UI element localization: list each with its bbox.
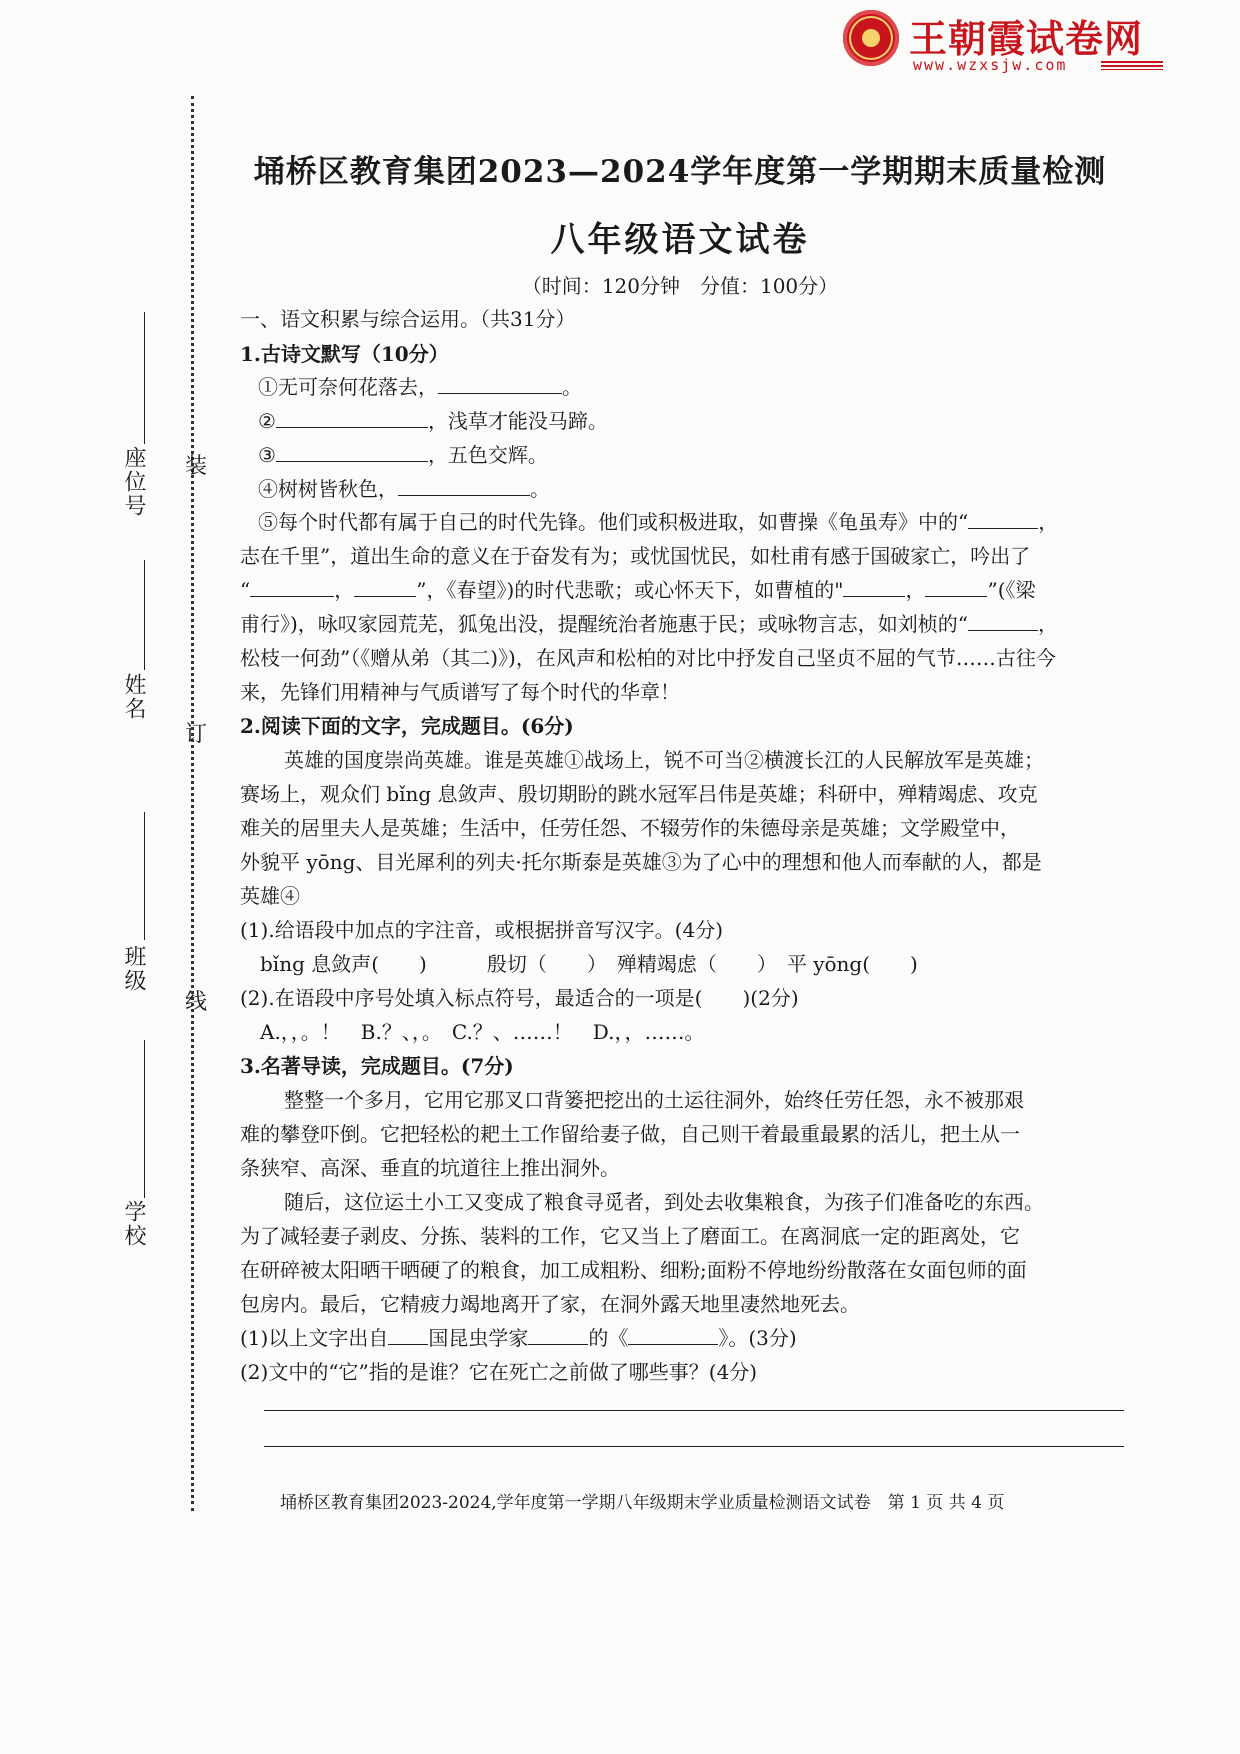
binding-char-ding: 订 (185, 722, 208, 747)
q3-passage-line: 为了减轻妻子剥皮、分拣、装料的工作，它又当上了磨面工。在离洞底一定的距离处，它 (240, 1224, 1020, 1248)
q1-item-5-line-6: 来，先锋们用精神与气质谱写了每个时代的华章！ (240, 680, 680, 704)
q3-sub-2: (2)文中的“它”指的是谁？它在死亡之前做了哪些事？(4分) (240, 1360, 758, 1384)
brand-logo (843, 8, 1163, 74)
answer-blank[interactable] (276, 409, 428, 428)
q3-passage-line: 包房内。最后，它精疲力竭地离开了家，在洞外露天地里凄然地死去。 (240, 1292, 860, 1316)
exam-subtitle: 八年级语文试卷 (550, 220, 810, 260)
answer-blank[interactable] (968, 510, 1038, 529)
answer-blank[interactable] (354, 578, 416, 597)
q3-passage-line: 整整一个多月，它用它那叉口背篓把挖出的土运往洞外，始终任劳任怨，永不被那艰 (284, 1088, 1024, 1112)
answer-blank[interactable] (398, 477, 530, 496)
q2-passage-line: 英雄的国度崇尚英雄。谁是英雄①战场上，锐不可当②横渡长江的人民解放军是英雄； (284, 748, 1044, 772)
answer-blank[interactable] (276, 443, 428, 462)
q2-passage-line: 难关的居里夫人是英雄；生活中，任劳任怨、不辍劳作的朱德母亲是英雄；文学殿堂中， (240, 816, 1020, 840)
name-label: 姓名 (121, 673, 146, 721)
q1-item-5-line-4: 甫行》)，咏叹家园荒芜，狐兔出没，提醒统治者施惠于民；或咏物言志，如刘桢的“ ， (240, 612, 1059, 636)
answer-blank[interactable] (250, 578, 334, 597)
q3-heading: 3.名著导读，完成题目。(7分) (240, 1054, 514, 1078)
q2-passage-line: 赛场上，观众们 bǐng 息敛声、殷切期盼的跳水冠军吕伟是英雄；科研中，殚精竭虑、攻克 (240, 782, 1038, 806)
seat-number-line[interactable] (144, 312, 145, 444)
binding-char-zhuang: 装 (185, 454, 208, 479)
q3-passage-line: 在研碎被太阳晒干晒硬了的粮食，加工成粗粉、细粉;面粉不停地纷纷散落在女面包师的面 (240, 1258, 1027, 1282)
q1-item-5-line-5: 松枝一何劲”（《赠从弟（其二)》)，在风声和松柏的对比中抒发自己坚贞不屈的气节……古往今 (240, 646, 1056, 670)
q1-heading: 1.古诗文默写（10分） (240, 342, 449, 366)
answer-blank[interactable] (628, 1326, 718, 1345)
answer-blank[interactable] (843, 578, 905, 597)
q1-item-4: ④树树皆秋色， 。 (258, 477, 550, 501)
binding-char-xian: 线 (185, 990, 208, 1015)
school-line[interactable] (144, 1040, 145, 1198)
q1-item-1: ①无可奈何花落去， 。 (258, 375, 582, 399)
q1-item-2: ② ，浅草才能没马蹄。 (258, 409, 608, 433)
q1-item-3: ③ ，五色交辉。 (258, 443, 548, 467)
answer-blank[interactable] (438, 375, 562, 394)
q1-item-5-line-3: “ ， ”，《春望》)的时代悲歌；或心怀天下，如曹植的" ， ”(《梁 (240, 578, 1036, 602)
seal-icon (843, 10, 899, 66)
binding-dotted-line (191, 96, 194, 1511)
answer-line[interactable] (264, 1446, 1124, 1447)
stripes-decoration (1101, 61, 1163, 70)
name-line[interactable] (144, 560, 145, 670)
class-label: 班级 (121, 945, 146, 993)
q2-sub-1: (1).给语段中加点的字注音，或根据拼音写汉字。(4分) (240, 918, 724, 942)
answer-blank[interactable] (968, 612, 1038, 631)
q3-passage-line: 随后，这位运土小工又变成了粮食寻觅者，到处去收集粮食，为孩子们准备吃的东西。 (284, 1190, 1044, 1214)
answer-blank[interactable] (925, 578, 987, 597)
brand-name: 王朝霞试卷网 (909, 17, 1144, 61)
section-heading: 一、语文积累与综合运用。（共31分） (240, 307, 576, 331)
exam-title: 埇桥区教育集团2023—2024学年度第一学期期末质量检测 (253, 154, 1107, 190)
q2-sub-2-options[interactable]: A.，，。！ B.？、，。 C.？、……！ D.，，……。 (260, 1020, 705, 1044)
q2-sub-2: (2).在语段中序号处填入标点符号，最适合的一项是( )(2分) (240, 986, 799, 1010)
answer-line[interactable] (264, 1410, 1124, 1411)
class-line[interactable] (144, 812, 145, 940)
q3-passage-line: 条狭窄、高深、垂直的坑道往上推出洞外。 (240, 1156, 620, 1180)
q2-passage-line: 外貌平 yōng、目光犀利的列夫·托尔斯泰是英雄③为了心中的理想和他人而奉献的人，都是 (240, 850, 1042, 874)
q1-item-5-line-2: 志在千里”，道出生命的意义在于奋发有为；或忧国忧民，如杜甫有感于国破家亡，吟出了 (240, 544, 1031, 568)
seat-number-label: 座位号 (121, 446, 146, 518)
q2-passage-line: 英雄④ (240, 884, 300, 908)
q2-heading: 2.阅读下面的文字，完成题目。(6分) (240, 714, 574, 738)
answer-blank[interactable] (388, 1326, 428, 1345)
page-footer: 埇桥区教育集团2023-2024,学年度第一学期八年级期末学业质量检测语文试卷 第 1 页 共 4 页 (280, 1493, 1005, 1513)
brand-url[interactable]: www.wzxsjw.com (913, 56, 1068, 74)
school-label: 学校 (121, 1200, 146, 1248)
q2-sub-1-options[interactable]: bǐng 息敛声( ) 殷切（ ） 殚精竭虑（ ） 平 yōng( ) (260, 952, 918, 976)
q3-sub-1: (1)以上文字出自 国昆虫学家 的《 》。(3分) (240, 1326, 797, 1350)
exam-meta: （时间：120分钟 分值：100分） (521, 274, 839, 298)
q3-passage-line: 难的攀登吓倒。它把轻松的耙土工作留给妻子做，自己则干着最重最累的活儿，把土从一 (240, 1122, 1020, 1146)
q1-item-5-line-1: ⑤每个时代都有属于自己的时代先锋。他们或积极进取，如曹操《龟虽寿》中的“ ， (258, 510, 1059, 534)
answer-blank[interactable] (528, 1326, 588, 1345)
